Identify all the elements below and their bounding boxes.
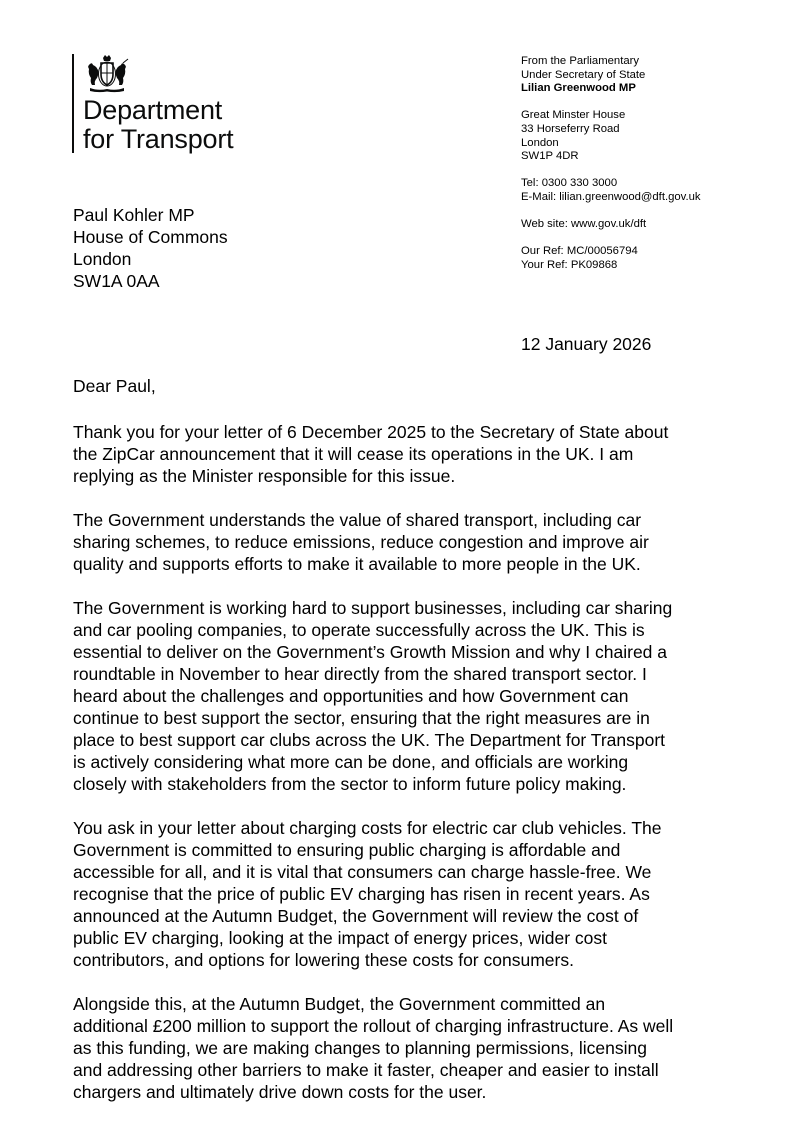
body-paragraph-line: chargers and ultimately drive down costs for the user. [73,1082,487,1102]
recipient-name: Paul Kohler MP [73,205,195,225]
body-paragraph-line: roundtable in November to hear directly from the shared transport sector. I [73,664,647,684]
body-paragraph-line: and addressing other barriers to make it faster, cheaper and easier to install [73,1060,659,1080]
logo-divider-rule [72,54,74,153]
body-paragraph [73,509,733,575]
recipient-address-line: House of Commons [73,227,228,247]
sender-role-line2: Under Secretary of State [521,68,646,81]
body-paragraph-line: accessible for all, and it is vital that consumers can charge hassle-free. We [73,862,652,882]
body-paragraph [73,421,733,487]
body-paragraph-line: additional £200 million to support the rollout of charging infrastructure. As well [73,1016,674,1036]
sender-website: Web site: www.gov.uk/dft [521,218,647,231]
sender-role-line1: From the Parliamentary [521,55,640,67]
sender-name: Lilian Greenwood MP [521,82,636,95]
body-paragraph-line: sharing schemes, to reduce emissions, reduce congestion and improve air [73,532,649,552]
letter-body [73,421,733,1125]
salutation: Dear Paul, [73,376,156,396]
sender-address-line: SW1P 4DR [521,150,579,163]
body-paragraph-line: replying as the Minister responsible for this issue. [73,466,456,486]
body-paragraph-line: contributors, and options for lowering these costs for consumers. [73,950,574,970]
sender-address-line: 33 Horseferry Road [521,122,620,135]
recipient-address-line: SW1A 0AA [73,271,160,291]
sender-address-line: Great Minster House [521,109,626,122]
body-paragraph-line: public EV charging, looking at the impact of energy prices, wider cost [73,928,608,948]
body-paragraph-line: recognise that the price of public EV charging has risen in recent years. As [73,884,650,904]
body-paragraph-line: Alongside this, at the Autumn Budget, the Government committed an [73,994,606,1014]
body-paragraph [73,817,733,971]
sender-email: E-Mail: lilian.greenwood@dft.gov.uk [521,190,701,203]
body-paragraph-line: You ask in your letter about charging costs for electric car club vehicles. The [73,818,662,838]
sender-address-line: London [521,136,559,149]
body-paragraph-line: continue to best support the sector, ensuring that the right measures are in [73,708,650,728]
body-paragraph-line: Government is committed to ensuring public charging is affordable and [73,840,621,860]
body-paragraph [73,597,733,795]
body-paragraph-line: quality and supports efforts to make it available to more people in the UK. [73,554,641,574]
body-paragraph-line: announced at the Autumn Budget, the Government will review the cost of [73,906,639,926]
body-paragraph-line: is actively considering what more can be done, and officials are working [73,752,629,772]
body-paragraph [73,993,733,1103]
sender-telephone: Tel: 0300 330 3000 [521,177,618,190]
our-reference: Our Ref: MC/00056794 [521,245,638,258]
body-paragraph-line: and car pooling companies, to operate successfully across the UK. This is [73,620,645,640]
sender-details [521,55,701,273]
body-paragraph-line: Thank you for your letter of 6 December 2025 to the Secretary of State about [73,422,669,442]
body-paragraph-line: as this funding, we are making changes to planning permissions, licensing [73,1038,647,1058]
body-paragraph-line: place to best support car clubs across the UK. The Department for Transport [73,730,666,750]
body-paragraph-line: closely with stakeholders from the sector to inform future policy making. [73,774,627,794]
recipient-address [73,204,228,292]
body-paragraph-line: heard about the challenges and opportunities and how Government can [73,686,629,706]
department-name [83,96,233,154]
body-paragraph-line: The Government is working hard to support businesses, including car sharing [73,598,673,618]
body-paragraph-line: the ZipCar announcement that it will cease its operations in the UK. I am [73,444,634,464]
recipient-address-line: London [73,249,132,269]
royal-coat-of-arms-icon [84,54,130,94]
your-reference: Your Ref: PK09868 [521,258,618,271]
department-name-line2: for Transport [83,124,234,154]
body-paragraph-line: The Government understands the value of shared transport, including car [73,510,642,530]
letter-date: 12 January 2026 [521,334,652,354]
body-paragraph-line: essential to deliver on the Government’s Growth Mission and why I chaired a [73,642,668,662]
department-name-line1: Department [83,95,223,125]
